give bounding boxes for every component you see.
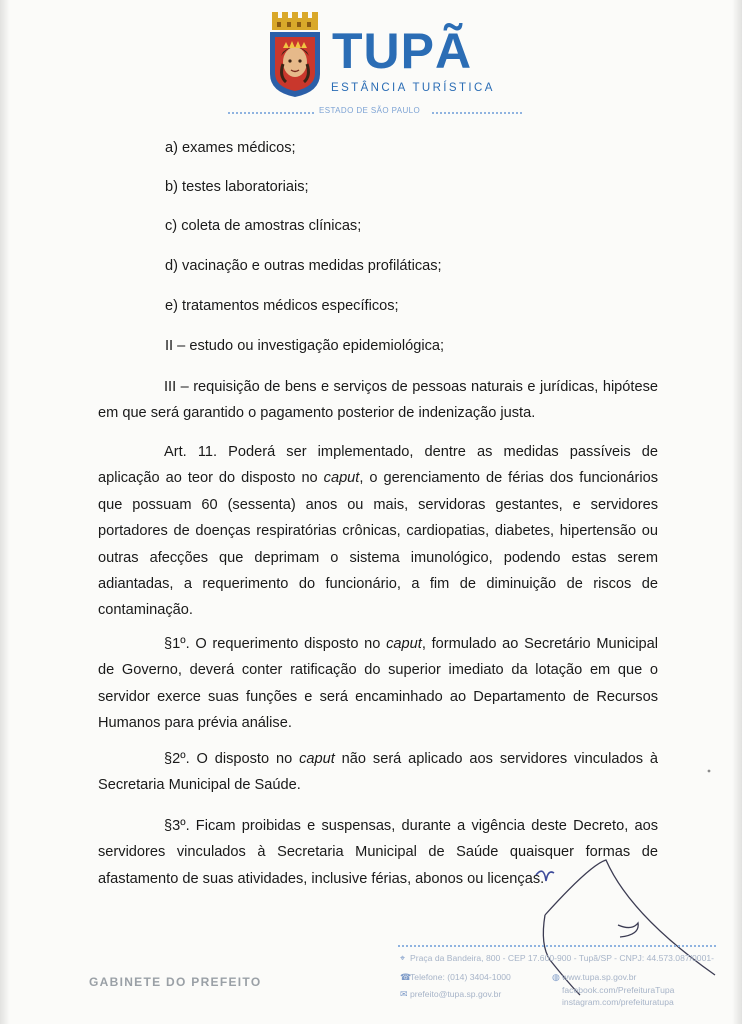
- list-item: d) vacinação e outras medidas profiláticas;: [165, 258, 442, 274]
- footer-facebook: facebook.com/PrefeituraTupa: [562, 985, 675, 995]
- footer-site: ◍ www.tupa.sp.gov.br: [552, 972, 637, 982]
- phone-icon: ☎: [400, 972, 412, 982]
- paragraph-section-1: §1º. O requerimento disposto no caput, formulado ao Secretário Municipal de Governo, deverá conter ratificação do superior imediato da lotação em que o servidor exerce suas funções e será encaminhado ao Departamento de Recursos Humanos para prévia análise.: [98, 636, 658, 732]
- paragraph-section-2: §2º. O disposto no caput não será aplicado aos servidores vinculados à Secretaria Municipal de Saúde.: [98, 751, 658, 794]
- state-label: ESTADO DE SÃO PAULO: [319, 106, 421, 115]
- list-item: e) tratamentos médicos específicos;: [165, 298, 399, 314]
- list-item: a) exames médicos;: [165, 140, 296, 156]
- footer-phone: ☎Telefone: (014) 3404-1000: [400, 972, 511, 982]
- list-item: II – estudo ou investigação epidemiológica;: [165, 338, 445, 354]
- letterhead: [0, 0, 742, 125]
- paper-mark: [706, 768, 712, 774]
- footer-email: ✉ prefeito@tupa.sp.gov.br: [400, 989, 502, 999]
- brand-name: TUPÃ: [332, 23, 473, 79]
- globe-icon: ◍: [552, 972, 560, 982]
- city-crest-logo: [266, 12, 324, 98]
- paragraph-section-3: §3º. Ficam proibidas e suspensas, durante a vigência deste Decreto, aos servidores vinculados à Secretaria Municipal de Saúde quaisquer formas de afastamento de suas atividades, inclusive férias, abonos ou licenças.: [98, 818, 658, 887]
- caput-term: caput: [323, 470, 360, 487]
- paragraph-item-iii: III – requisição de bens e serviços de pessoas naturais e jurídicas, hipótese em que será garantido o pagamento posterior de indenização justa.: [98, 379, 658, 422]
- brand-tagline: ESTÂNCIA TURÍSTICA: [331, 82, 495, 94]
- office-name: GABINETE DO PREFEITO: [89, 975, 262, 989]
- list-item: b) testes laboratoriais;: [165, 179, 309, 195]
- header-divider: [228, 112, 314, 114]
- footer-divider: [398, 945, 716, 947]
- list-item: c) coleta de amostras clínicas;: [165, 218, 362, 234]
- location-pin-icon: ⌖: [400, 953, 406, 963]
- caput-term: caput: [386, 636, 422, 652]
- page-edge-shadow: [0, 0, 10, 1024]
- paragraph-art-11: Art. 11. Poderá ser implementado, dentre as medidas passíveis de aplicação ao teor do disposto no caput, o gerenciamento de férias dos funcionários que possuam 60 (sessenta) anos ou mais, servidoras gestantes, e servidores portadores de doenças respiratórias crônicas, cardiopatias, diabetes, hipertensão ou outras afecções que deprimam o sistema imunológico, podendo estas serem adiantadas, a requerimento do funcionário, a fim de diminuição de riscos de contaminação.: [98, 444, 658, 619]
- caput-term: caput: [299, 751, 335, 767]
- footer-address: ⌖ Praça da Bandeira, 800 - CEP 17.600-900 - Tupã/SP - CNPJ: 44.573.087/0001-: [400, 953, 714, 963]
- footer-instagram: instagram.com/prefeituratupa: [562, 997, 674, 1007]
- header-divider: [432, 112, 522, 114]
- email-icon: ✉: [400, 989, 408, 999]
